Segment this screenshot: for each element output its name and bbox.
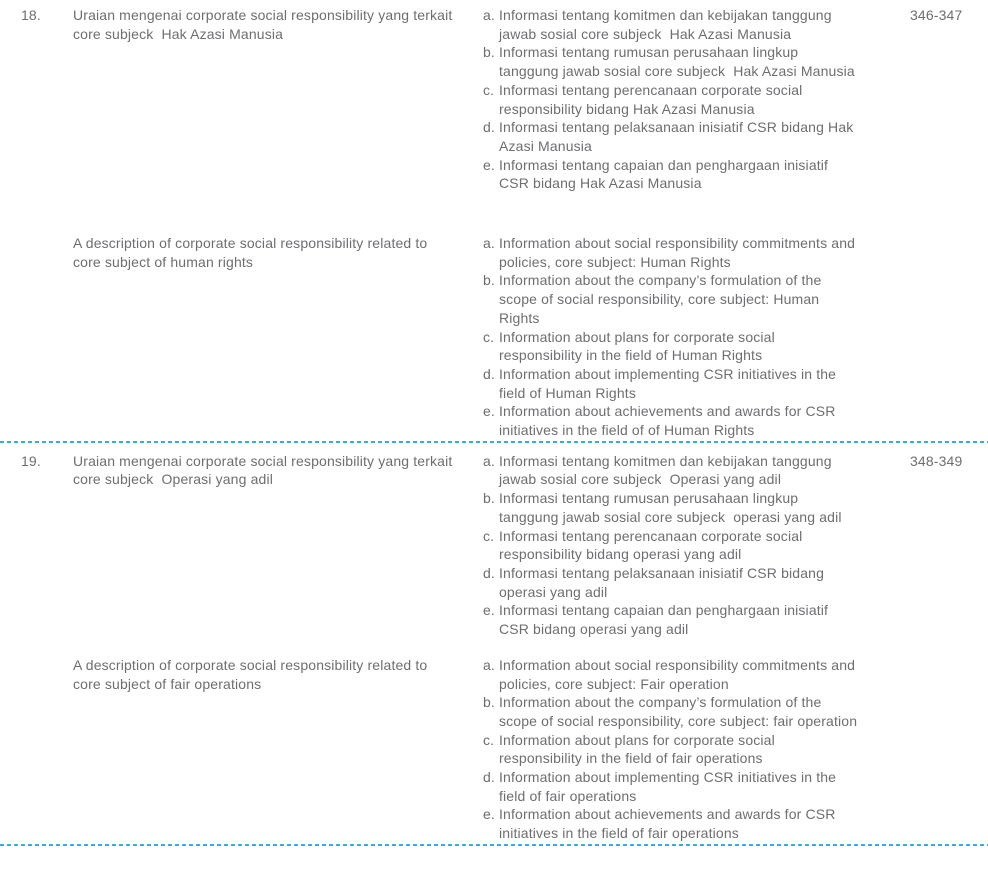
list-item [483, 656, 860, 693]
row-indonesian-block [0, 452, 988, 639]
item-letter: b. [483, 490, 495, 507]
list-item [483, 156, 860, 193]
list-item [483, 271, 860, 327]
item-text: Information about plans for corporate social responsibility in the field of Human Rights [499, 328, 779, 364]
item-text: Informasi tentang perencanaan corporate social responsibility bidang operasi yang adil [499, 527, 807, 563]
list-item [483, 527, 860, 564]
item-letter: b. [483, 694, 495, 711]
item-letter: e. [483, 602, 495, 619]
list-item [483, 81, 860, 118]
item-text: Information about implementing CSR initiatives in the field of Human Rights [499, 365, 841, 401]
item-list-id [483, 452, 880, 639]
item-letter: a. [483, 7, 495, 23]
item-text: Informasi tentang rumusan perusahaan lingkup tanggung jawab sosial core subjeck operasi yang adil [499, 490, 842, 525]
page-reference-spacer [880, 234, 988, 235]
list-item [483, 118, 860, 155]
row-english-block [0, 234, 988, 440]
list-item [483, 564, 860, 601]
item-text: Informasi tentang komitmen dan kebijakan tanggung jawab sosial core subjeck Hak Azasi Manusia [499, 7, 836, 42]
page-reference: 346-347 [910, 7, 963, 23]
list-item [483, 731, 860, 768]
item-letter: d. [483, 365, 495, 382]
list-item [483, 402, 860, 439]
list-item [483, 693, 860, 730]
item-letter: a. [483, 235, 495, 252]
list-item [483, 6, 860, 43]
row-description-id: Uraian mengenai corporate social responsibility yang terkait core subjeck Hak Azasi Manusia [73, 7, 457, 42]
item-letter: a. [483, 452, 495, 469]
item-text: Informasi tentang komitmen dan kebijakan tanggung jawab sosial core subjeck Operasi yang adil [499, 452, 836, 488]
item-text: Information about the company’s formulation of the scope of social responsibility, core subject: fair operation [499, 694, 858, 729]
item-letter: e. [483, 806, 495, 823]
item-letter: e. [483, 156, 495, 173]
item-letter: c. [483, 328, 495, 345]
item-text: Informasi tentang perencanaan corporate social responsibility bidang Hak Azasi Manusia [499, 81, 807, 117]
list-item [483, 328, 860, 365]
item-text: Information about implementing CSR initiatives in the field of fair operations [499, 769, 841, 804]
item-letter: a. [483, 656, 495, 673]
row-number-spacer [0, 234, 73, 235]
page-reference-spacer [880, 656, 988, 657]
list-item [483, 768, 860, 805]
item-text: Information about the company’s formulation of the scope of social responsibility, core subject: Human Rights [499, 272, 826, 326]
row-description-en: A description of corporate social responsibility related to core subject of human rights [73, 235, 432, 270]
row-number: 18. [21, 7, 41, 23]
item-letter: d. [483, 769, 495, 786]
item-text: Information about achievements and awards for CSR initiatives in the field of fair operations [499, 806, 840, 842]
row-divider [0, 844, 988, 846]
item-letter: b. [483, 272, 495, 289]
list-item [483, 805, 860, 842]
item-list-en [483, 656, 880, 843]
item-text: Informasi tentang pelaksanaan inisiatif CSR bidang Hak Azasi Manusia [499, 119, 857, 154]
item-list-en [483, 234, 880, 440]
list-item [483, 452, 860, 489]
item-letter: b. [483, 44, 495, 61]
item-text: Information about social responsibility commitments and policies, core subject: Fair operation [499, 656, 860, 692]
list-item [483, 489, 860, 526]
item-text: Information about achievements and awards for CSR initiatives in the field of of Human Rights [499, 403, 840, 439]
list-item [483, 365, 860, 402]
list-item [483, 601, 860, 638]
item-letter: d. [483, 119, 495, 136]
item-list-id [483, 6, 880, 193]
item-letter: c. [483, 81, 495, 98]
item-text: Information about social responsibility commitments and policies, core subject: Human Rights [499, 235, 860, 270]
row-number-spacer [0, 656, 73, 657]
list-item [483, 234, 860, 271]
item-letter: c. [483, 527, 495, 544]
table-row [0, 443, 988, 843]
item-text: Informasi tentang pelaksanaan inisiatif CSR bidang operasi yang adil [499, 564, 829, 600]
list-item [483, 43, 860, 80]
row-description-en: A description of corporate social responsibility related to core subject of fair operations [73, 656, 432, 692]
item-letter: c. [483, 731, 495, 748]
item-letter: e. [483, 403, 495, 420]
item-text: Informasi tentang rumusan perusahaan lingkup tanggung jawab sosial core subjeck Hak Azasi Manusia [499, 44, 855, 80]
page-reference: 348-349 [910, 452, 963, 469]
row-number: 19. [21, 452, 41, 469]
row-indonesian-block [0, 6, 988, 193]
item-text: Information about plans for corporate social responsibility in the field of fair operations [499, 731, 779, 767]
row-description-id: Uraian mengenai corporate social responsibility yang terkait core subjeck Operasi yang adil [73, 452, 457, 488]
item-text: Informasi tentang capaian dan penghargaan inisiatif CSR bidang Hak Azasi Manusia [499, 156, 833, 192]
item-text: Informasi tentang capaian dan penghargaan inisiatif CSR bidang operasi yang adil [499, 602, 833, 638]
row-english-block [0, 656, 988, 843]
item-letter: d. [483, 564, 495, 581]
